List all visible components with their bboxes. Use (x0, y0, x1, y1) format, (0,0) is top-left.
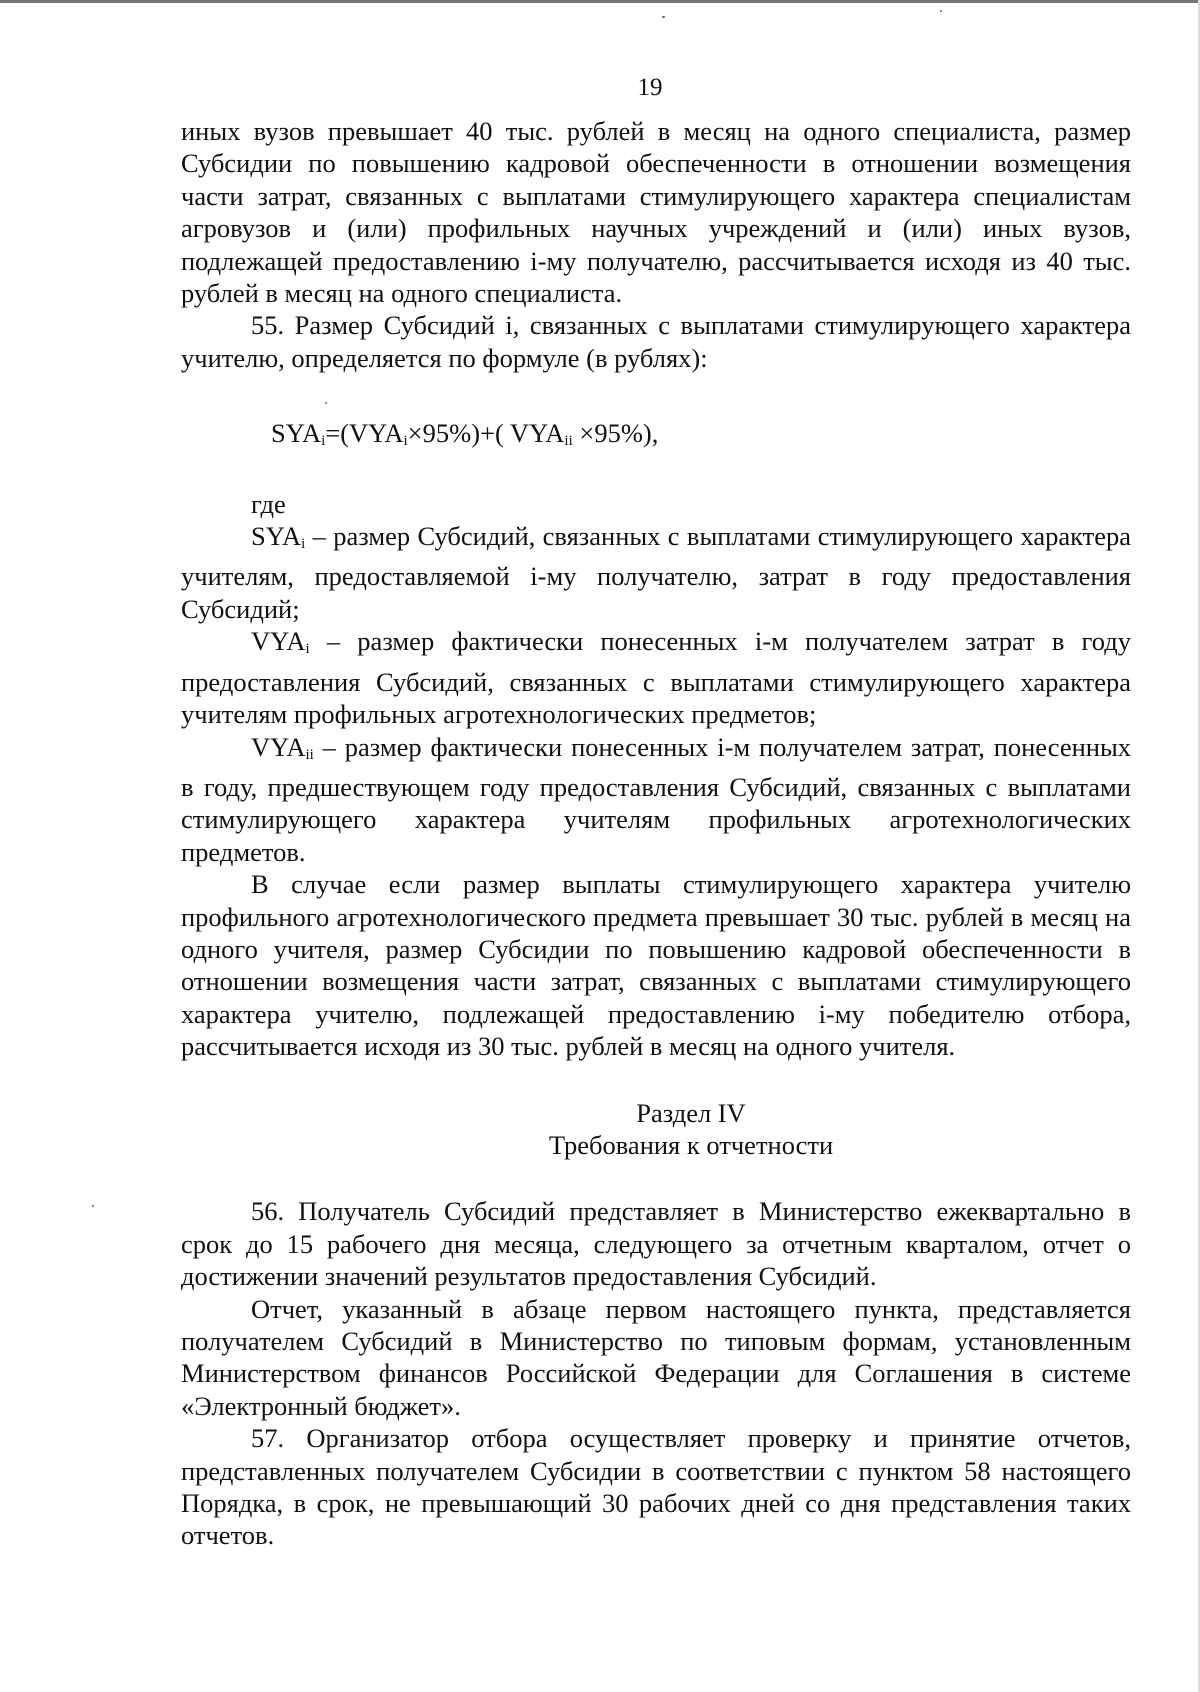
section-title: Требования к отчетности (548, 1129, 834, 1160)
scan-speck (940, 10, 942, 12)
formula-lhs-sub: i (321, 433, 326, 450)
section-number: Раздел IV (636, 1097, 746, 1128)
paragraph-56: 56. Получатель Субсидий представляет в Министерство ежеквартально в срок до 15 рабочего дня месяца, следующего за отчетным кварталом, отчет о достижении значений результатов предоставления Субсидий. (181, 1196, 1131, 1292)
document-body (181, 115, 1131, 1552)
var-vya-i: VYA (251, 626, 306, 657)
page-number: 19 (637, 74, 663, 101)
formula-part-2-sub: ii (564, 433, 573, 450)
formula-part-1: =(VYA (325, 418, 404, 449)
scan-top-edge (0, 0, 1200, 3)
definition-vya-i (181, 625, 1131, 730)
formula-end: ×95%), (572, 418, 659, 449)
paragraph-55: 55. Размер Субсидий i, связанных с выплатами стимулирующего характера учителю, определяется по формуле (в рублях): (181, 310, 1131, 373)
paragraph-56-2: Отчет, указанный в абзаце первом настоящего пункта, представляется получателем Субсидий в Министерство по типовым формам, установленным Министерством финансов Российской Федерации для Соглашения в системе «Электронный бюджет». (181, 1293, 1131, 1421)
formula-part-2: ×95%)+( VYA (407, 418, 565, 449)
where-label: где (251, 488, 286, 519)
var-vya-i-sub: i (305, 641, 310, 658)
var-sya: SYA (251, 521, 302, 552)
paragraph-continuation: иных вузов превышает 40 тыс. рублей в месяц на одного специалиста, размер Субсидии по повышению кадровой обеспеченности в отношении возмещения части затрат, связанных с выплатами стимулирующего характера специалистам агровузов и (или) профильных научных учреждений и (или) иных вузов, подлежащей предоставлению i-му получателю, рассчитывается исходя из 40 тыс. рублей в месяц на одного специалиста. (181, 116, 1131, 309)
formula (181, 417, 1131, 457)
formula-part-1-sub: i (403, 433, 408, 450)
definition-sya (181, 520, 1131, 625)
var-vya-ii: VYA (251, 731, 306, 762)
definition-sya-text: – размер Субсидий, связанных с выплатами стимулирующего характера учителям, предоставляемой i-му получателю, затрат в году предоставления Субсидий; (181, 521, 1131, 624)
definition-vya-ii-text: – размер фактически понесенных i-м получателем затрат, понесенных в году, предшествующем году предоставления Субсидий, связанных с выплатами стимулирующего характера учителям профильных агротехнологических предметов. (181, 731, 1131, 867)
formula-lhs: SYA (271, 418, 322, 449)
paragraph-57: 57. Организатор отбора осуществляет проверку и принятие отчетов, представленных получателем Субсидии в соответствии с пунктом 58 настоящего Порядка, в срок, не превышающий 30 рабочих дней со дня представления таких отчетов. (181, 1423, 1131, 1551)
scan-speck (662, 16, 665, 18)
var-sya-sub: i (301, 536, 306, 553)
definition-vya-i-text: – размер фактически понесенных i-м получателем затрат в году предоставления Субсидий, связанных с выплатами стимулирующего характера учителям профильных агротехнологических предметов; (181, 626, 1131, 730)
paragraph-case: В случае если размер выплаты стимулирующего характера учителю профильного агротехнологического предмета превышает 30 тыс. рублей в месяц на одного учителя, размер Субсидии по повышению кадровой обеспеченности в отношении возмещения части затрат, связанных с выплатами стимулирующего характера учителю, подлежащей предоставлению i-му победителю отбора, рассчитывается исходя из 30 тыс. рублей в месяц на одного учителя. (181, 869, 1131, 1062)
var-vya-ii-sub: ii (305, 746, 314, 763)
scan-speck (92, 1205, 94, 1207)
definition-vya-ii (181, 731, 1131, 869)
